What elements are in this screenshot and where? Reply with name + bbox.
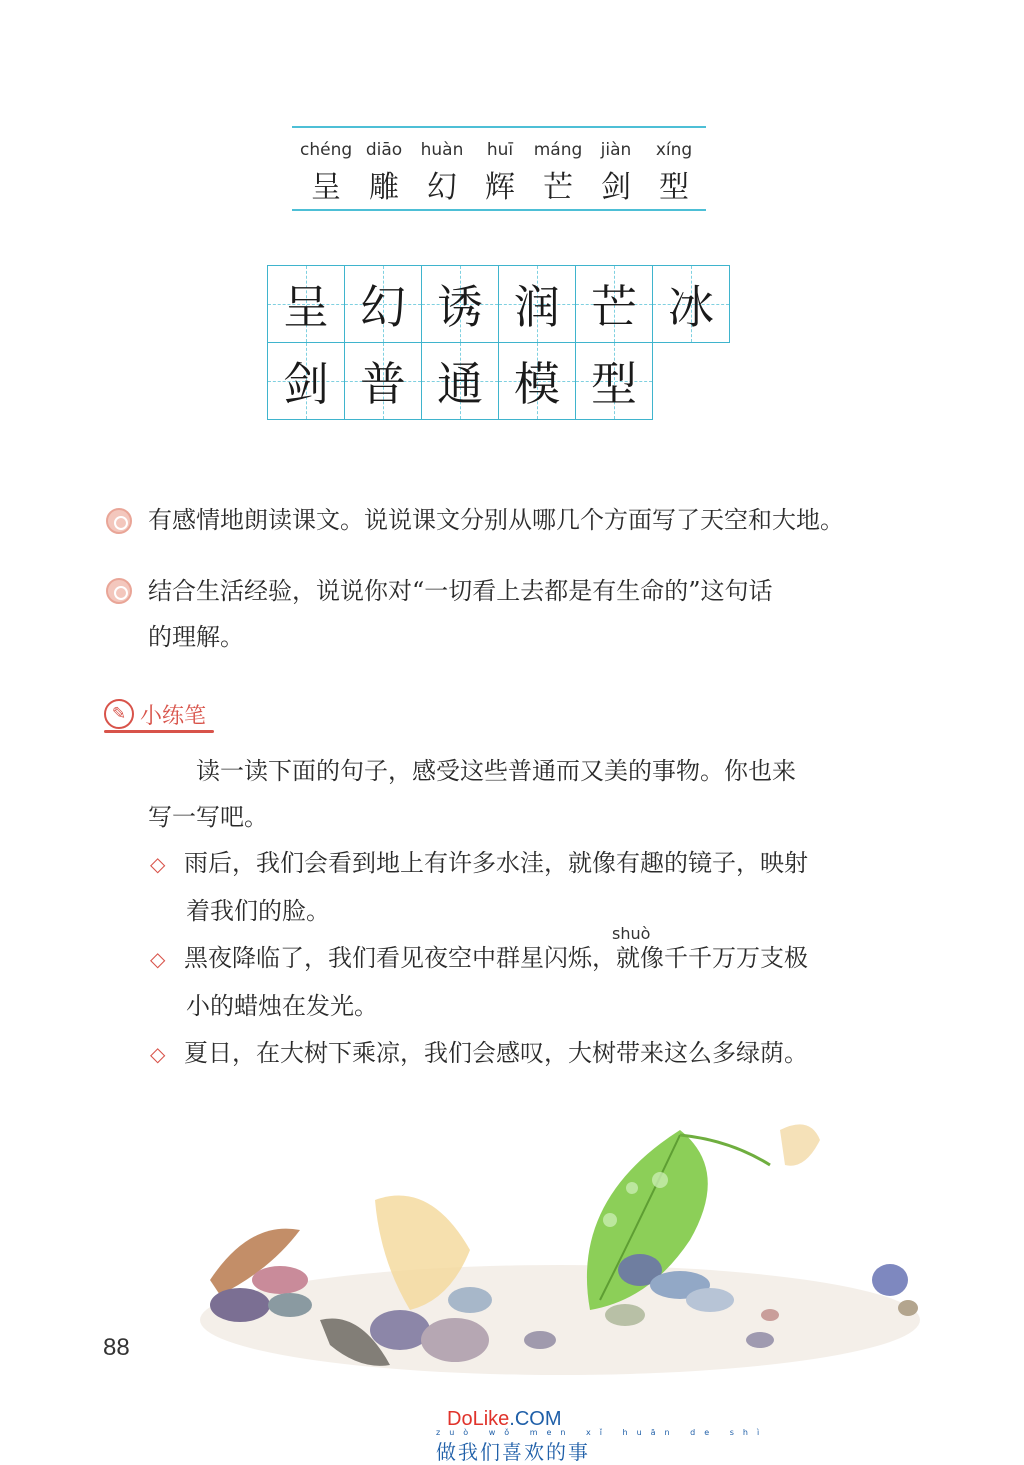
word-entry [474, 140, 526, 206]
word-entry [300, 140, 352, 206]
hanzi: 型 [659, 170, 689, 205]
grid-cell: 型 [575, 342, 653, 420]
pinyin-annotation: shuò [612, 924, 651, 943]
question-2-line2: 的理解。 [148, 623, 244, 651]
diamond-bullet-icon: ◇ [150, 852, 166, 876]
pinyin-word-list [300, 140, 700, 206]
word-entry [358, 140, 410, 206]
practice-underline [104, 730, 214, 733]
word-entry [532, 140, 584, 206]
stones-and-feathers-illustration [170, 1110, 950, 1400]
question-icon [106, 508, 132, 534]
grid-cell: 普 [344, 342, 422, 420]
pinyin: huī [486, 140, 514, 160]
practice-intro-line2: 写一写吧。 [148, 803, 268, 831]
grid-cell: 润 [498, 265, 576, 343]
pinyin: jiàn [600, 140, 632, 160]
hanzi: 呈 [311, 170, 341, 205]
grid-row [268, 266, 730, 343]
hanzi: 幻 [427, 170, 457, 205]
grid-cell: 通 [421, 342, 499, 420]
word-entry [648, 140, 700, 206]
question-1: 有感情地朗读课文。说说课文分别从哪几个方面写了天空和大地。 [148, 506, 844, 534]
grid-cell: 幻 [344, 265, 422, 343]
hanzi: 辉 [485, 170, 515, 205]
grid-cell: 芒 [575, 265, 653, 343]
header-bottom-line [292, 209, 706, 211]
grid-cell: 剑 [267, 342, 345, 420]
hanzi: 雕 [369, 170, 399, 205]
hanzi: 芒 [543, 170, 573, 205]
practice-intro-line1: 读一读下面的句子，感受这些普通而又美的事物。你也来 [196, 757, 796, 785]
hanzi: 剑 [601, 170, 631, 205]
question-icon [106, 578, 132, 604]
practice-item: ◇ 雨后，我们会看到地上有许多水洼，就像有趣的镜子，映射 着我们的脸。 [150, 840, 898, 935]
watermark-slogan: 做我们喜欢的事 [436, 1440, 590, 1464]
word-entry [590, 140, 642, 206]
practice-title: 小练笔 [140, 704, 207, 729]
practice-item: ◇ 黑夜降临了，我们看见夜空中群星闪烁，就像千千万万支极 小的蜡烛在发光。 [150, 935, 898, 1030]
pinyin: máng [533, 140, 583, 160]
grid-cell: 冰 [652, 265, 730, 343]
diamond-bullet-icon: ◇ [150, 1042, 166, 1066]
diamond-bullet-icon: ◇ [150, 947, 166, 971]
pinyin: chéng [300, 140, 353, 160]
pinyin: huàn [420, 140, 464, 160]
header-top-line [292, 126, 706, 128]
practice-item: ◇ 夏日，在大树下乘凉，我们会感叹，大树带来这么多绿荫。 [150, 1030, 898, 1078]
page-number: 88 [103, 1334, 130, 1361]
watermark-pinyin: zuò wǒ men xǐ huān de shì [436, 1428, 769, 1437]
pinyin: diāo [365, 140, 403, 160]
word-entry [416, 140, 468, 206]
pinyin: xíng [655, 140, 693, 160]
grid-row [268, 343, 730, 420]
grid-cell: 呈 [267, 265, 345, 343]
grid-cell: 诱 [421, 265, 499, 343]
grid-cell: 模 [498, 342, 576, 420]
question-2-line1: 结合生活经验，说说你对“一切看上去都是有生命的”这句话 [148, 577, 773, 605]
pen-icon: ✎ [104, 699, 134, 729]
watermark-logo: DoLike.COM [447, 1408, 562, 1430]
character-grid [268, 266, 730, 420]
